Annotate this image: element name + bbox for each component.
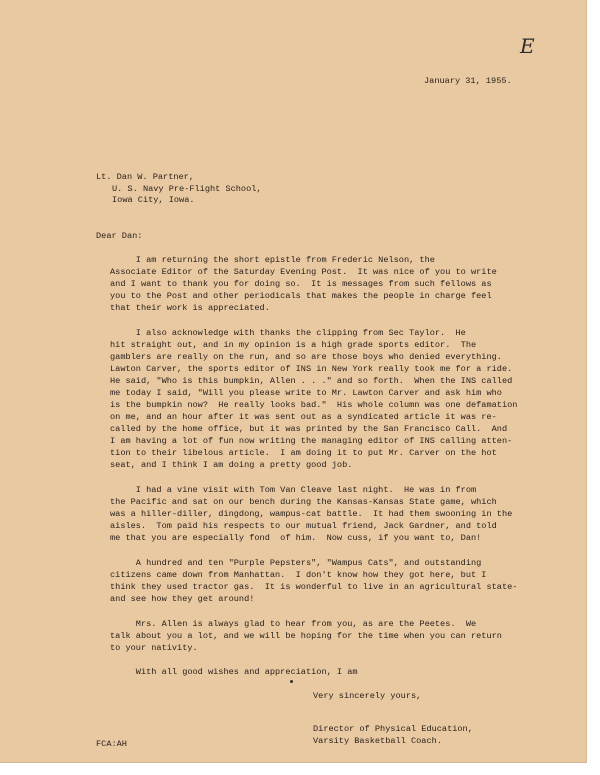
paragraph-2-line-1: I also acknowledge with thanks the clipping from Sec Taylor. He (110, 328, 466, 338)
paragraph-3-line-1: I had a vine visit with Tom Van Cleave last night. He was in from (110, 485, 477, 495)
paragraph-2-line-11: tion to their libelous article. I am doing it to put Mr. Carver on the hot (110, 448, 497, 458)
paragraph-1-line-3: and I want to thank you for doing so. It is messages from such fellows as (110, 279, 492, 289)
paragraph-2-line-7: is the bumpkin now? He really looks bad." His whole column was one defamation (110, 400, 518, 410)
letter-date: January 31, 1955. (424, 76, 512, 86)
salutation: Dear Dan: (96, 231, 143, 241)
paragraph-1-line-2: Associate Editor of the Saturday Evening Post. It was nice of you to write (110, 267, 497, 277)
recipient-line-3: Iowa City, Iowa. (112, 195, 195, 205)
paragraph-2-line-5: He said, "Who is this bumpkin, Allen . . ." and so forth. When the INS called (110, 376, 513, 386)
paragraph-2-line-3: gamblers are really on the run, and so are those boys who denied everything. (110, 352, 502, 362)
paragraph-1-line-4: you to the Post and other periodicals that makes the people in charge feel (110, 291, 492, 301)
paragraph-3-line-5: me that you are especially fond of him. Now cuss, if you want to, Dan! (110, 533, 482, 543)
paragraph-1-line-5: that their work is appreciated. (110, 303, 270, 313)
paragraph-5-line-3: to your nativity. (110, 643, 198, 653)
paragraph-6-line-1: With all good wishes and appreciation, I am (110, 667, 358, 677)
reference-initials: FCA:AH (96, 739, 127, 749)
paragraph-2-line-8: on me, and an hour after it was sent out as a syndicated article it was re- (110, 412, 497, 422)
paragraph-4-line-2: citizens came down from Manhattan. I don't know how they got here, but I (110, 570, 487, 580)
closing: Very sincerely yours, (313, 691, 422, 701)
paragraph-1-line-1: I am returning the short epistle from Frederic Nelson, the (110, 255, 435, 265)
paragraph-4-line-3: think they used tractor gas. It is wonderful to live in an agricultural state- (110, 582, 518, 592)
paragraph-2-line-2: hit straight out, and in my opinion is a high grade sports editor. The (110, 340, 477, 350)
paragraph-3-line-3: was a hiller-diller, dingdong, wampus-cat battle. It had them swooning in the (110, 509, 513, 519)
paragraph-5-line-2: talk about you a lot, and we will be hoping for the time when you can return (110, 631, 502, 641)
paragraph-2-line-9: called by the home office, but it was printed by the San Francisco Call. And (110, 424, 508, 434)
paragraph-3-line-4: aisles. Tom paid his respects to our mutual friend, Jack Gardner, and told (110, 521, 497, 531)
ink-dot (290, 680, 293, 683)
paragraph-2-line-10: I am having a lot of fun now writing the managing editor of INS calling atten- (110, 436, 513, 446)
paragraph-2-line-6: me today I said, "Will you please write to Mr. Lawton Carver and ask him who (110, 388, 502, 398)
corner-handwritten-mark: E (520, 34, 535, 58)
signature-title-line-2: Varsity Basketball Coach. (313, 736, 442, 746)
paragraph-4-line-1: A hundred and ten "Purple Pepsters", "Wampus Cats", and outstanding (110, 558, 482, 568)
paragraph-5-line-1: Mrs. Allen is always glad to hear from you, as are the Peetes. We (110, 619, 477, 629)
recipient-line-1: Lt. Dan W. Partner, (96, 172, 194, 182)
paragraph-2-line-12: seat, and I think I am doing a pretty good job. (110, 460, 353, 470)
paragraph-4-line-4: and see how they get around! (110, 594, 255, 604)
signature-title-line-1: Director of Physical Education, (313, 724, 473, 734)
paragraph-3-line-2: the Pacific and sat on our bench during the Kansas-Kansas State game, which (110, 497, 497, 507)
paragraph-2-line-4: Lawton Carver, the sports editor of INS in New York really took me for a ride. (110, 364, 513, 374)
recipient-line-2: U. S. Navy Pre-Flight School, (112, 184, 262, 194)
